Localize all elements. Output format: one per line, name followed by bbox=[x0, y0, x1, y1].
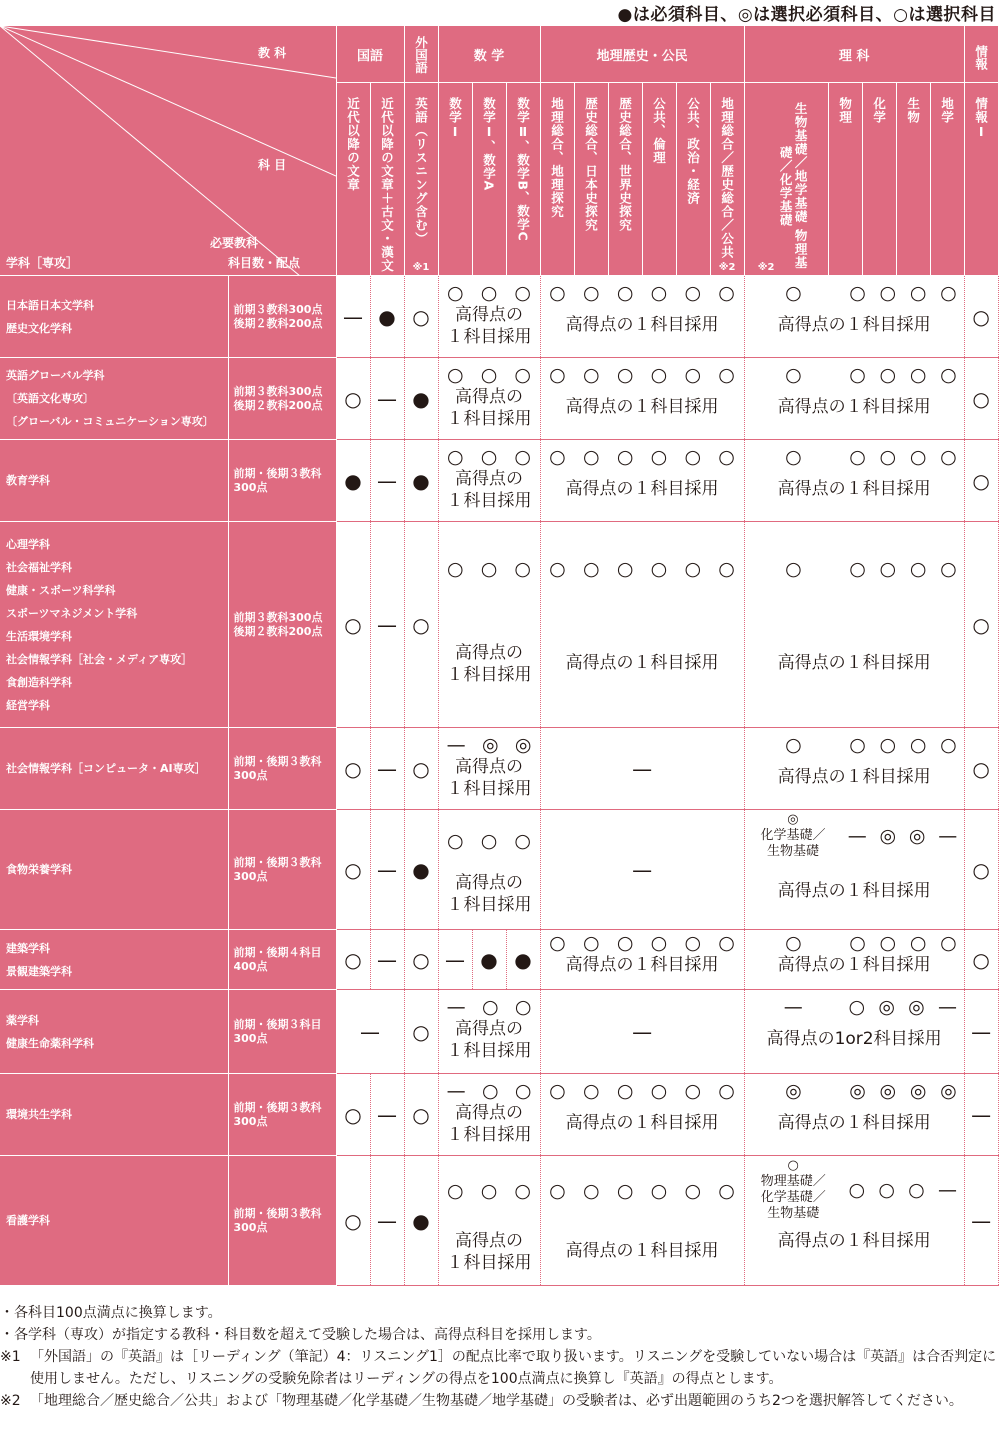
mark-cell: ○ ○ ○ ○ ○ 高得点の１科目採用 bbox=[744, 358, 964, 440]
mark-cell: ○ bbox=[404, 522, 438, 728]
mark-cell: ◎ ◎ ◎ ◎ ◎ 高得点の１科目採用 bbox=[744, 1074, 964, 1156]
required-label-1: 必要教科 bbox=[210, 236, 259, 250]
mark-cell: — ○ ○ 高得点の １科目採用 bbox=[438, 990, 540, 1074]
group-info: 情報 bbox=[964, 26, 998, 83]
subj-7: 歴史総合、日本史探究 bbox=[574, 83, 608, 276]
mark-cell: ○ ○ ○ 高得点の １科目採用 bbox=[438, 522, 540, 728]
mark-cell: ● bbox=[370, 276, 404, 358]
required-label-2: 科目数・配点 bbox=[228, 256, 301, 270]
mark-cell: ○ bbox=[964, 728, 998, 810]
mark-cell: ○ bbox=[404, 728, 438, 810]
mark-cell: ● bbox=[404, 810, 438, 930]
req-cell: 前期・後期４科目 400点 bbox=[228, 930, 336, 990]
table-row bbox=[0, 728, 998, 810]
subj-13: 物理 bbox=[828, 83, 862, 276]
mark-cell: — bbox=[964, 1156, 998, 1286]
req-cell: 前期３教科300点 後期２教科200点 bbox=[228, 276, 336, 358]
footnote: ・ 各学科（専攻）が指定する教科・科目数を超えて受験した場合は、高得点科目を採用します。 bbox=[0, 1327, 601, 1343]
dept-cell: 環境共生学科 bbox=[0, 1074, 228, 1156]
footnote: ・ 各科目100点満点に換算します。 bbox=[0, 1305, 222, 1321]
mark-cell: ○ bbox=[964, 440, 998, 522]
subj-2: 英語（リスニング含む） ※1 bbox=[404, 83, 438, 276]
subj-11: 地理総合／歴史総合／公共 ※2 bbox=[710, 83, 744, 276]
mark-cell: ○ ○ ○ ○ ○ ○ 高得点の１科目採用 bbox=[540, 1156, 744, 1286]
mark-cell: — bbox=[964, 990, 998, 1074]
mark-cell: ○ bbox=[964, 810, 998, 930]
mark-cell: ○ ○ ○ ○ ○ 高得点の１科目採用 bbox=[744, 728, 964, 810]
mark-cell: ● bbox=[472, 930, 506, 990]
subj-5: 数学Ⅱ、数学B、数学C bbox=[506, 83, 540, 276]
mark-cell: ○ bbox=[336, 810, 370, 930]
mark-cell: — bbox=[438, 930, 472, 990]
mark-cell: ○ ○ ○ ○ ○ 高得点の１科目採用 bbox=[744, 522, 964, 728]
mark-cell: — bbox=[370, 522, 404, 728]
mark-cell: ○ bbox=[404, 276, 438, 358]
mark-cell: — bbox=[540, 728, 744, 810]
mark-cell: — bbox=[370, 358, 404, 440]
mark-cell: — bbox=[370, 810, 404, 930]
mark-cell: — bbox=[370, 440, 404, 522]
subj-14: 化学 bbox=[862, 83, 896, 276]
table-row bbox=[0, 990, 998, 1074]
footnote: ※2 「地理総合／歴史総合／公共」および「物理基礎／化学基礎／生物基礎／地学基礎」の受験者は、必ず出題範囲のうち2つを選択解答してください。 bbox=[0, 1393, 963, 1409]
mark-cell: ○ bbox=[964, 522, 998, 728]
kyouka-label: 教 科 bbox=[258, 46, 287, 60]
gakka-label: 学科［専攻］ bbox=[6, 256, 79, 270]
subj-16: 地学 bbox=[930, 83, 964, 276]
subj-17: 情報Ⅰ bbox=[964, 83, 998, 276]
subj-9: 公共、倫理 bbox=[642, 83, 676, 276]
kamoku-label: 科 目 bbox=[258, 158, 287, 172]
dept-cell: 食物栄養学科 bbox=[0, 810, 228, 930]
dept-cell: 教育学科 bbox=[0, 440, 228, 522]
mark-cell: — bbox=[370, 930, 404, 990]
mark-cell: ○ bbox=[404, 930, 438, 990]
mark-cell: ○ ○ ○ ○ ○ ○ 高得点の１科目採用 bbox=[540, 358, 744, 440]
group-kokugo: 国語 bbox=[336, 26, 404, 83]
mark-cell: — bbox=[370, 728, 404, 810]
footnotes bbox=[0, 1302, 1000, 1412]
mark-cell: ● bbox=[336, 440, 370, 522]
mark-cell: — bbox=[336, 990, 404, 1074]
mark-cell: ● bbox=[404, 440, 438, 522]
mark-cell: ○ ○ ○ 高得点の １科目採用 bbox=[438, 358, 540, 440]
mark-cell: ○ bbox=[336, 358, 370, 440]
mark-cell: — bbox=[370, 1156, 404, 1286]
group-math: 数 学 bbox=[438, 26, 540, 83]
mark-cell: ○ bbox=[964, 276, 998, 358]
legend: ●は必須科目、◎は選択必須科目、○は選択科目 bbox=[617, 5, 996, 25]
mark-cell: ○ ○ ○ ○ ○ 高得点の１科目採用 bbox=[744, 276, 964, 358]
subj-10: 公共、政治・経済 bbox=[676, 83, 710, 276]
mark-cell: ● bbox=[404, 358, 438, 440]
mark-cell: ○ bbox=[404, 990, 438, 1074]
table-row bbox=[0, 522, 998, 728]
subj-6: 地理総合、地理探究 bbox=[540, 83, 574, 276]
dept-cell: 看護学科 bbox=[0, 1156, 228, 1286]
mark-cell: — ○ ○ 高得点の １科目採用 bbox=[438, 1074, 540, 1156]
mark-cell: — bbox=[370, 1074, 404, 1156]
subj-8: 歴史総合、世界史探究 bbox=[608, 83, 642, 276]
mark-cell: ○ bbox=[404, 1074, 438, 1156]
mark-cell: — bbox=[540, 990, 744, 1074]
footnote: ※1 「外国語」の『英語』は［リーディング（筆記）4：リスニング1］の配点比率で取り扱います。リスニングを受験していない場合は『英語』は合否判定に使用しません。ただし、リスニングの受験免除者はリーディングの得点を100点満点に換算し『英語』の得点とします。 bbox=[0, 1349, 997, 1387]
group-gaikokugo: 外国語 bbox=[404, 26, 438, 83]
mark-cell: ○ ○ ○ 高得点の １科目採用 bbox=[438, 440, 540, 522]
table-row bbox=[0, 276, 998, 358]
req-cell: 前期・後期３教科 300点 bbox=[228, 728, 336, 810]
mark-cell: ○ ○ ○ ○ ○ ○ 高得点の１科目採用 bbox=[540, 930, 744, 990]
table-corner bbox=[0, 26, 336, 276]
group-science: 理 科 bbox=[744, 26, 964, 83]
req-cell: 前期・後期３科目 300点 bbox=[228, 990, 336, 1074]
mark-cell: ○ 物理基礎／ 化学基礎／ 生物基礎 ○ ○ ○ — 高得点の１科目採用 bbox=[744, 1156, 964, 1286]
mark-cell: ◎ 化学基礎／ 生物基礎 — ◎ ◎ — 高得点の１科目採用 bbox=[744, 810, 964, 930]
mark-cell: ○ ○ ○ 高得点の １科目採用 bbox=[438, 810, 540, 930]
group-geo-civics: 地理歴史・公民 bbox=[540, 26, 744, 83]
subj-0: 近代以降の文章 bbox=[336, 83, 370, 276]
subj-15: 生物 bbox=[896, 83, 930, 276]
mark-cell: ○ ○ ○ ○ ○ 高得点の１科目採用 bbox=[744, 930, 964, 990]
mark-cell: — ◎ ◎ 高得点の １科目採用 bbox=[438, 728, 540, 810]
mark-cell: ○ bbox=[336, 522, 370, 728]
mark-cell: ○ bbox=[964, 358, 998, 440]
mark-cell: ○ bbox=[336, 728, 370, 810]
subject-table bbox=[0, 26, 998, 1286]
corner-diagonals bbox=[0, 26, 336, 276]
subj-12: 生物基礎／地学基礎 物理基礎／化学基礎 ※2 bbox=[744, 83, 828, 276]
table-row bbox=[0, 358, 998, 440]
dept-cell: 薬学科 健康生命薬科学科 bbox=[0, 990, 228, 1074]
req-cell: 前期３教科300点 後期２教科200点 bbox=[228, 358, 336, 440]
mark-cell: ○ ○ ○ ○ ○ ○ 高得点の１科目採用 bbox=[540, 276, 744, 358]
mark-cell: ○ bbox=[336, 1156, 370, 1286]
dept-cell: 日本語日本文学科 歴史文化学科 bbox=[0, 276, 228, 358]
req-cell: 前期・後期３教科 300点 bbox=[228, 810, 336, 930]
mark-cell: ○ ○ ○ ○ ○ ○ 高得点の１科目採用 bbox=[540, 1074, 744, 1156]
subj-3: 数学Ⅰ bbox=[438, 83, 472, 276]
dept-cell: 英語グローバル学科 〔英語文化専攻〕 〔グローバル・コミュニケーション専攻〕 bbox=[0, 358, 228, 440]
mark-cell: — bbox=[964, 1074, 998, 1156]
dept-cell: 社会情報学科［コンピュータ・AI専攻］ bbox=[0, 728, 228, 810]
table-row bbox=[0, 810, 998, 930]
mark-cell: ○ ○ ○ 高得点の １科目採用 bbox=[438, 276, 540, 358]
mark-cell: — bbox=[540, 810, 744, 930]
dept-cell: 建築学科 景観建築学科 bbox=[0, 930, 228, 990]
mark-cell: ○ ○ ○ 高得点の １科目採用 bbox=[438, 1156, 540, 1286]
mark-cell: ○ bbox=[336, 930, 370, 990]
mark-cell: ○ bbox=[964, 930, 998, 990]
table-row bbox=[0, 1156, 998, 1286]
mark-cell: ○ ○ ○ ○ ○ 高得点の１科目採用 bbox=[744, 440, 964, 522]
table-row bbox=[0, 930, 998, 990]
subj-4: 数学Ⅰ、数学A bbox=[472, 83, 506, 276]
mark-cell: — ○ ◎ ◎ — 高得点の1or2科目採用 bbox=[744, 990, 964, 1074]
subj-1: 近代以降の文章＋古文・漢文 bbox=[370, 83, 404, 276]
req-cell: 前期３教科300点 後期２教科200点 bbox=[228, 522, 336, 728]
mark-cell: ● bbox=[404, 1156, 438, 1286]
req-cell: 前期・後期３教科 300点 bbox=[228, 1074, 336, 1156]
dept-cell: 心理学科 社会福祉学科 健康・スポーツ科学科 スポーツマネジメント学科 生活環境学科 社会情報学科［社会・メディア専攻］ 食創造科学科 経営学科 bbox=[0, 522, 228, 728]
mark-cell: ○ bbox=[336, 1074, 370, 1156]
mark-cell: ● bbox=[506, 930, 540, 990]
mark-cell: ○ ○ ○ ○ ○ ○ 高得点の１科目採用 bbox=[540, 522, 744, 728]
req-cell: 前期・後期３教科 300点 bbox=[228, 440, 336, 522]
table-row bbox=[0, 1074, 998, 1156]
mark-cell: — bbox=[336, 276, 370, 358]
table-row bbox=[0, 440, 998, 522]
mark-cell: ○ ○ ○ ○ ○ ○ 高得点の１科目採用 bbox=[540, 440, 744, 522]
req-cell: 前期・後期３教科 300点 bbox=[228, 1156, 336, 1286]
